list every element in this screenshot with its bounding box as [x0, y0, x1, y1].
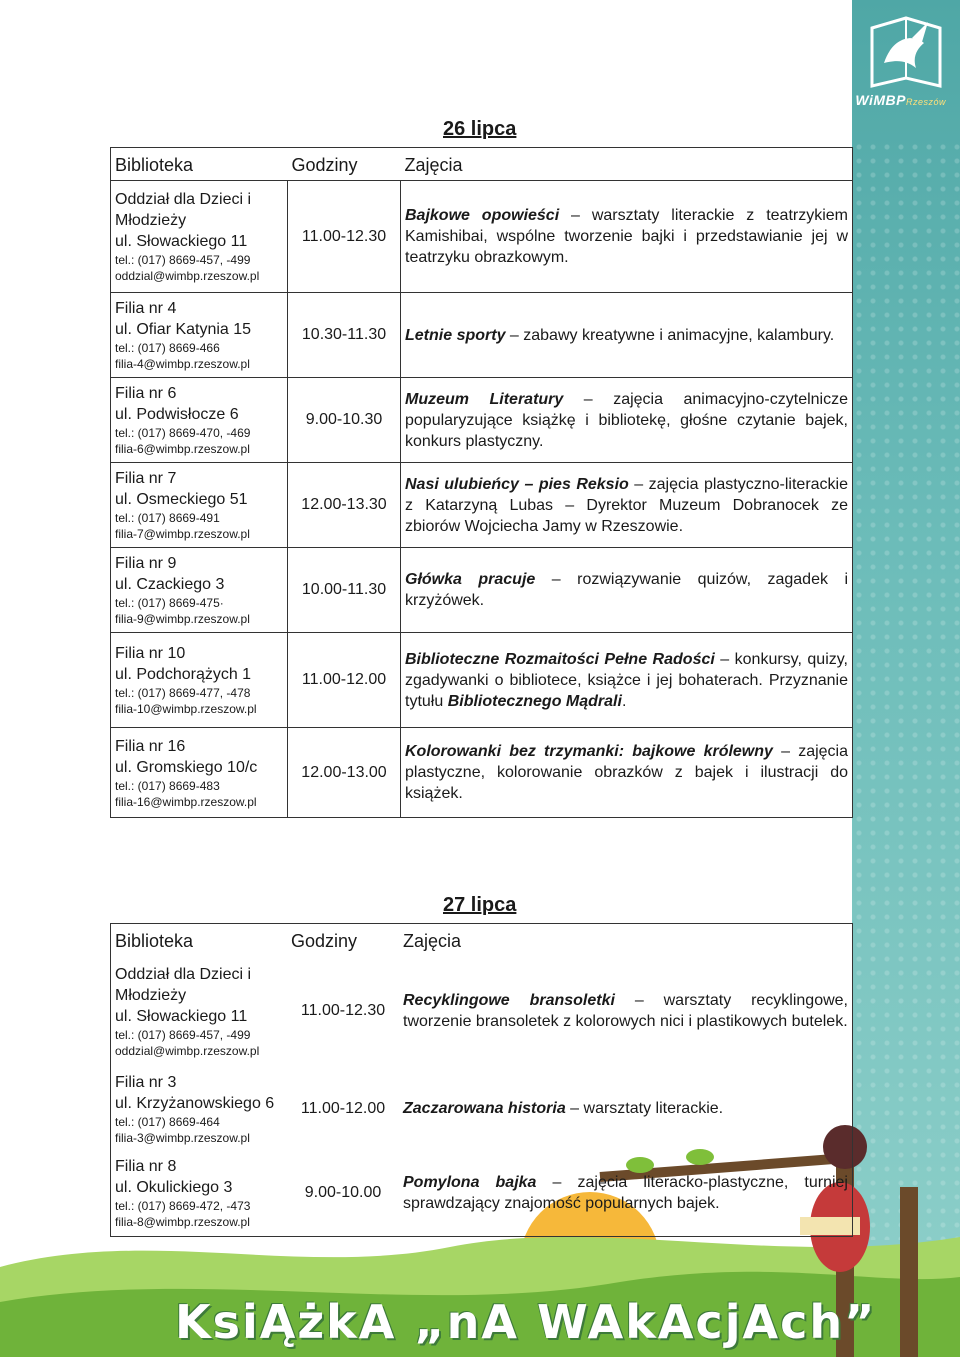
logo-name: WiMBP — [855, 92, 906, 108]
table-row — [111, 548, 853, 633]
library-name: Oddział dla Dzieci i Młodzieży — [115, 965, 252, 1004]
table-row — [111, 378, 853, 463]
library-address: ul. Czackiego 3 — [115, 576, 225, 593]
library-address: ul. Podwisłocze 6 — [115, 406, 239, 423]
activity-title: Recyklingowe bransoletki — [403, 992, 615, 1009]
library-cell — [111, 956, 288, 1066]
library-cell — [111, 181, 288, 293]
library-name: Filia nr 10 — [115, 645, 186, 662]
library-address: ul. Słowackiego 11 — [115, 233, 248, 250]
table-row — [111, 293, 853, 378]
header-library: Biblioteka — [111, 148, 288, 181]
library-email: filia-4@wimbp.rzeszow.pl — [115, 357, 250, 371]
library-phone: tel.: (017) 8669-475· — [115, 596, 224, 610]
header-activities: Zajęcia — [403, 930, 462, 951]
banner-title: KsiĄżkA „nA WAkAcjAch” — [175, 1295, 877, 1349]
activity-title: Letnie sporty — [405, 326, 506, 344]
library-email: filia-8@wimbp.rzeszow.pl — [115, 1215, 250, 1230]
table-row — [111, 633, 853, 728]
library-cell — [111, 1151, 288, 1236]
table-row — [111, 181, 853, 293]
hours-cell: 10.30-11.30 — [288, 293, 401, 378]
activity-cell — [401, 548, 853, 633]
activity-title: Bajkowe opowieści — [405, 207, 560, 224]
activity-cell — [399, 956, 853, 1066]
activity-title: Muzeum Literatury — [405, 390, 564, 408]
library-cell — [111, 293, 288, 378]
library-email: filia-10@wimbp.rzeszow.pl — [115, 702, 257, 716]
activity-cell — [401, 181, 853, 293]
activity-description: – zajęcia literacko-plastyczne, turniej sprawdzający znajomość popularnych bajek. — [403, 1174, 848, 1213]
hours-cell: 12.00-13.00 — [288, 728, 401, 818]
activity-award: Bibliotecznego Mądrali — [447, 692, 622, 710]
table-header-row — [111, 148, 853, 181]
library-cell — [111, 1066, 288, 1151]
header-hours: Godziny — [288, 148, 401, 181]
library-address: ul. Okulickiego 3 — [115, 1179, 233, 1197]
activity-end: . — [621, 692, 627, 710]
activity-cell — [401, 293, 853, 378]
library-phone: tel.: (017) 8669-483 — [115, 778, 220, 793]
library-phone: tel.: (017) 8669-491 — [115, 511, 220, 525]
activity-title: Pomylona bajka — [403, 1174, 537, 1192]
activity-cell — [399, 1066, 853, 1151]
hours-cell: 10.00-11.30 — [288, 548, 401, 633]
activity-title: Nasi ulubieńcy – pies Reksio — [405, 475, 629, 493]
library-address: ul. Gromskiego 10/c — [115, 758, 258, 776]
hours-cell: 11.00-12.30 — [300, 1002, 386, 1019]
library-phone: tel.: (017) 8669-470, -469 — [115, 426, 251, 440]
header-hours: Godziny — [291, 930, 358, 951]
header-library: Biblioteka — [115, 930, 194, 951]
activity-description: – konkursy, quizy, zgadywanki o bibliotece, książce i jej bohaterach. Przyznanie tytułu — [405, 650, 849, 710]
activity-title: Zaczarowana historia — [403, 1100, 566, 1117]
library-name: Filia nr 7 — [115, 470, 177, 487]
library-phone: tel.: (017) 8669-466 — [115, 341, 220, 355]
activity-description: – warsztaty literackie z teatrzykiem Kamishibai, wspólne tworzenie bajki i przedstawianie jej w teatrzyku obrazkowym. — [405, 207, 848, 266]
activity-description: – zabawy kreatywne i animacyjne, kalambury. — [505, 326, 835, 344]
day-2-schedule-table — [110, 923, 853, 1237]
library-name: Filia nr 9 — [115, 555, 177, 572]
activity-cell — [401, 463, 853, 548]
library-cell — [111, 548, 288, 633]
table-row — [111, 728, 853, 818]
library-email: filia-3@wimbp.rzeszow.pl — [115, 1130, 250, 1145]
hours-cell: 11.00-12.00 — [300, 1099, 386, 1117]
library-name: Filia nr 16 — [115, 737, 186, 755]
table-row — [111, 1066, 853, 1151]
library-email: oddzial@wimbp.rzeszow.pl — [115, 269, 260, 283]
day-1-schedule-table — [110, 147, 853, 818]
library-name: Filia nr 6 — [115, 385, 177, 402]
hours-cell: 9.00-10.00 — [304, 1184, 382, 1202]
activity-title: Główka pracuje — [405, 571, 536, 588]
hours-cell: 9.00-10.30 — [288, 378, 401, 463]
activity-cell — [401, 728, 853, 818]
hours-cell: 12.00-13.30 — [288, 463, 401, 548]
library-phone: tel.: (017) 8669-477, -478 — [115, 686, 251, 700]
library-name: Filia nr 3 — [115, 1073, 177, 1091]
day-2-date: 27 lipca — [443, 894, 517, 916]
library-address: ul. Ofiar Katynia 15 — [115, 321, 252, 338]
library-email: oddzial@wimbp.rzeszow.pl — [115, 1043, 260, 1058]
table-row — [111, 956, 853, 1066]
activity-cell — [401, 378, 853, 463]
activity-description: – zajęcia plastyczne, kolorowanie obrazków z bajek i ilustracji do książek. — [405, 743, 849, 802]
library-email: filia-6@wimbp.rzeszow.pl — [115, 442, 250, 456]
library-name: Filia nr 4 — [115, 300, 177, 317]
hours-cell: 11.00-12.00 — [288, 633, 401, 728]
library-address: ul. Krzyżanowskiego 6 — [115, 1094, 275, 1112]
hours-cell: 11.00-12.30 — [288, 181, 401, 293]
activity-description: – rozwiązywanie quizów, zagadek i krzyżówek. — [405, 571, 849, 609]
activity-description: – zajęcia plastyczno-literackie z Katarzyną Lubas – Dyrektor Muzeum Dobranocek ze zbiorów Wojciecha Jamy w Rzeszowie. — [405, 475, 849, 535]
library-phone: tel.: (017) 8669-457, -499 — [115, 253, 251, 267]
activity-description: – zajęcia animacyjno-czytelnicze popularyzujące książkę i bibliotekę, głośne czytanie bajek, konkurs plastyczny. — [405, 390, 848, 450]
day-1-date: 26 lipca — [443, 118, 517, 140]
library-email: filia-16@wimbp.rzeszow.pl — [115, 794, 257, 809]
library-cell — [111, 728, 288, 818]
library-phone: tel.: (017) 8669-464 — [115, 1114, 220, 1129]
library-name: Oddział dla Dzieci i Młodzieży — [115, 191, 252, 229]
library-phone: tel.: (017) 8669-472, -473 — [115, 1199, 251, 1214]
library-address: ul. Osmeckiego 51 — [115, 491, 248, 508]
table-header-row — [111, 924, 853, 957]
activity-cell — [401, 633, 853, 728]
library-address: ul. Słowackiego 11 — [115, 1007, 248, 1025]
table-row — [111, 463, 853, 548]
library-email: filia-9@wimbp.rzeszow.pl — [115, 612, 250, 626]
library-phone: tel.: (017) 8669-457, -499 — [115, 1027, 251, 1042]
library-address: ul. Podchorążych 1 — [115, 666, 252, 683]
activity-description: – warsztaty literackie. — [565, 1100, 724, 1117]
activity-title: Kolorowanki bez trzymanki: bajkowe królewny — [405, 743, 773, 760]
library-email: filia-7@wimbp.rzeszow.pl — [115, 527, 250, 541]
activity-description: – warsztaty recyklingowe, tworzenie bransoletek z kolorowych nici i plastikowych butelek. — [403, 992, 848, 1030]
table-row — [111, 1151, 853, 1236]
logo-sub: Rzeszów — [905, 97, 946, 107]
activity-title: Biblioteczne Rozmaitości Pełne Radości — [405, 650, 715, 668]
logo-text — [855, 92, 946, 108]
activity-cell — [399, 1151, 853, 1236]
library-name: Filia nr 8 — [115, 1158, 177, 1176]
header-activities: Zajęcia — [401, 148, 853, 181]
library-cell — [111, 378, 288, 463]
library-cell — [111, 633, 288, 728]
stripe-pattern — [852, 140, 960, 1240]
library-cell — [111, 463, 288, 548]
